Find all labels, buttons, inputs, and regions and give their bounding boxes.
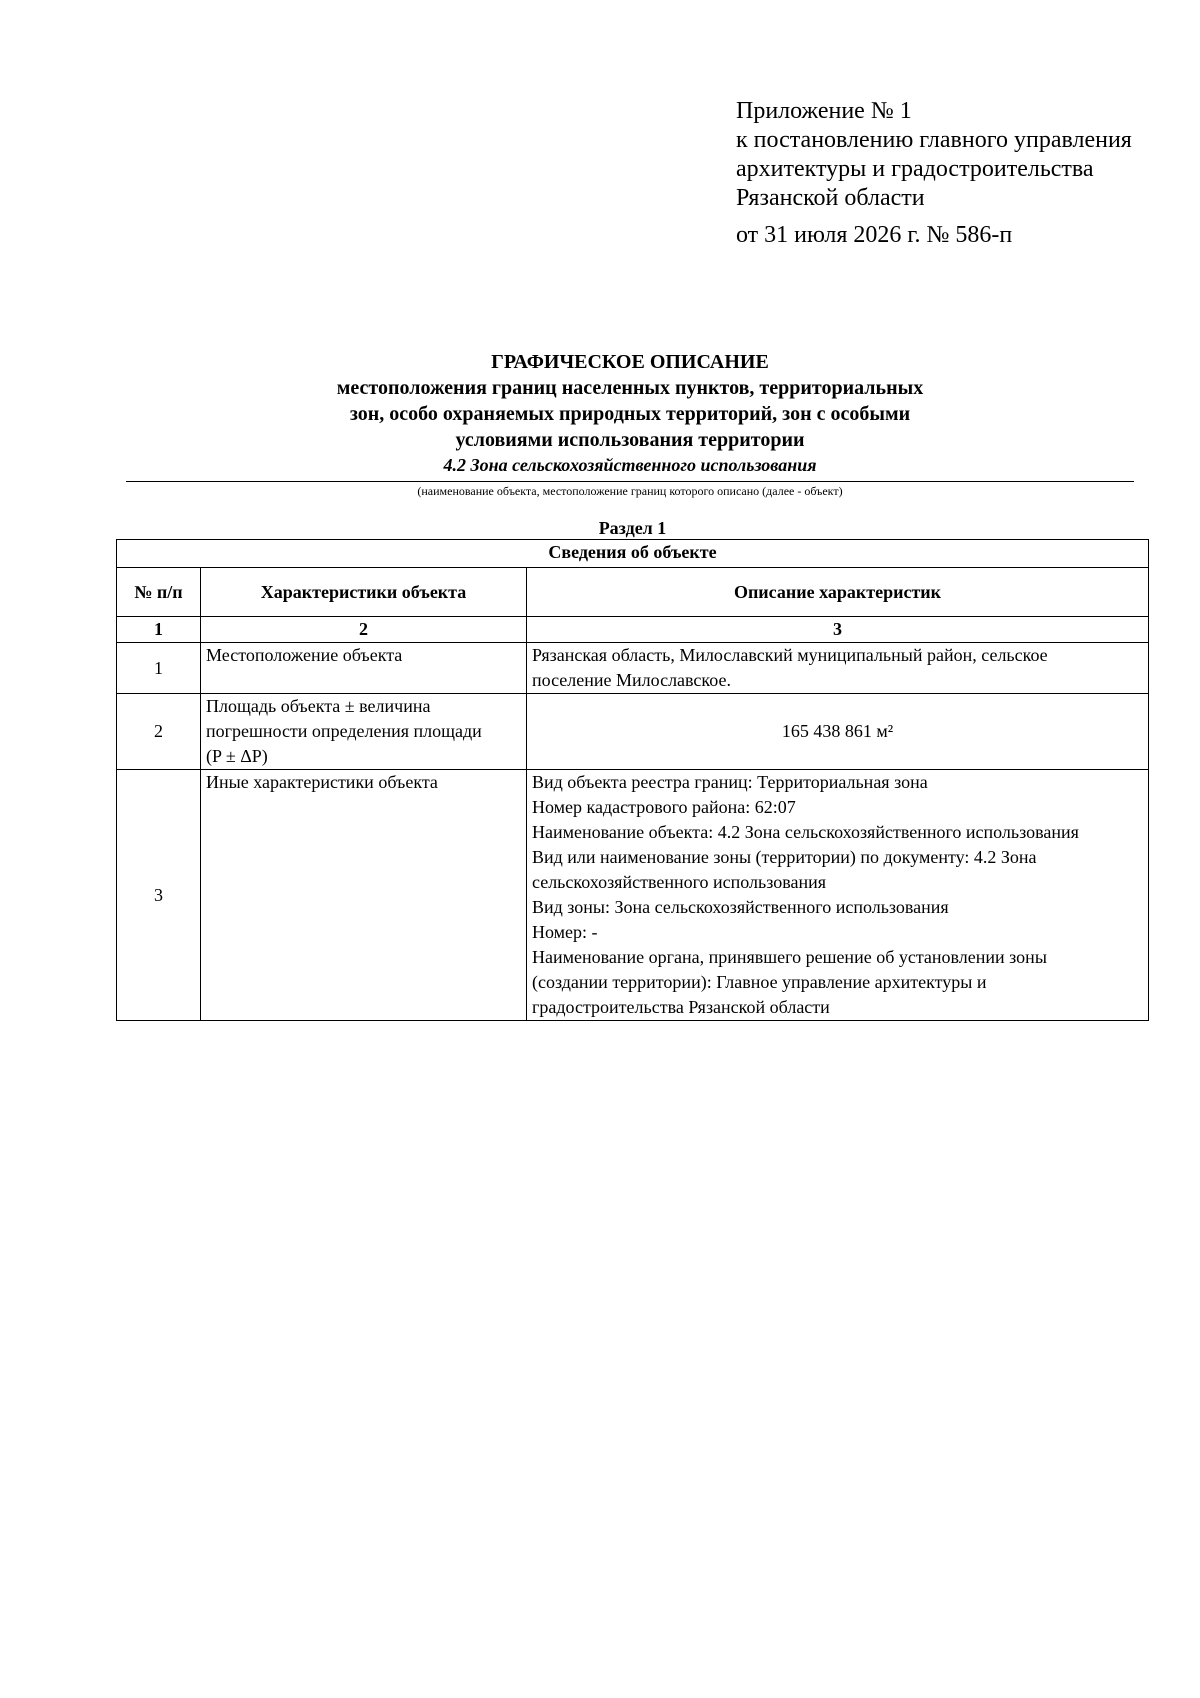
description-line: Наименование объекта: 4.2 Зона сельскохозяйственного использования: [532, 822, 1079, 842]
description-line: градостроительства Рязанской области: [532, 997, 830, 1017]
characteristic-line: Площадь объекта ± величина: [206, 696, 431, 716]
table-row: [117, 694, 1149, 770]
table-title: Сведения об объекте: [117, 540, 1149, 568]
annex-date: от 31 июля 2026 г. № 586-п: [736, 222, 1013, 248]
description-line: Вид или наименование зоны (территории) по документу: 4.2 Зона: [532, 847, 1037, 867]
row-description: 165 438 861 м²: [527, 694, 1149, 770]
title-main: ГРАФИЧЕСКОЕ ОПИСАНИЕ: [491, 351, 769, 373]
description-line: сельскохозяйственного использования: [532, 872, 827, 892]
annex-line-2: к постановлению главного управления: [736, 127, 1132, 153]
description-line: Номер кадастрового района: 62:07: [532, 797, 796, 817]
annex-line-3: архитектуры и градостроительства: [736, 156, 1094, 182]
header-no: № п/п: [117, 568, 201, 617]
row-number: 2: [117, 694, 201, 770]
column-number: 3: [527, 617, 1149, 643]
object-info-table: [116, 539, 1149, 1021]
description-line: (создании территории): Главное управление архитектуры и: [532, 972, 987, 992]
header-description: Описание характеристик: [527, 568, 1149, 617]
title-sub-3: условиями использования территории: [455, 429, 805, 451]
table-header-row: [117, 568, 1149, 617]
description-line: Рязанская область, Милославский муниципальный район, сельское: [532, 645, 1048, 665]
column-number: 2: [201, 617, 527, 643]
description-line: поселение Милославское.: [532, 670, 731, 690]
title-sub-1: местоположения границ населенных пунктов, территориальных: [336, 377, 924, 399]
row-number: 1: [117, 643, 201, 694]
row-characteristic: Иные характеристики объекта: [201, 770, 527, 1021]
header-characteristic: Характеристики объекта: [201, 568, 527, 617]
row-description: [527, 643, 1149, 694]
annex-line-1: Приложение № 1: [736, 98, 912, 124]
row-description: [527, 770, 1149, 1021]
description-line: Вид зоны: Зона сельскохозяйственного использования: [532, 897, 949, 917]
description-line: Наименование органа, принявшего решение об установлении зоны: [532, 947, 1047, 967]
column-number: 1: [117, 617, 201, 643]
document-title: [126, 349, 1134, 477]
table-row: [117, 770, 1149, 1021]
row-characteristic: Местоположение объекта: [201, 643, 527, 694]
title-divider: [126, 481, 1134, 482]
characteristic-line: погрешности определения площади: [206, 721, 482, 741]
title-sub-2: зон, особо охраняемых природных территорий, зон с особыми: [349, 403, 911, 425]
object-caption: (наименование объекта, местоположение границ которого описано (далее - объект): [417, 484, 843, 498]
row-number: 3: [117, 770, 201, 1021]
object-name: 4.2 Зона сельскохозяйственного использования: [443, 455, 817, 475]
row-characteristic: [201, 694, 527, 770]
characteristic-line: (P ± ΔP): [206, 746, 268, 766]
description-line: Номер: -: [532, 922, 598, 942]
annex-block: [736, 97, 1132, 250]
column-number-row: [117, 617, 1149, 643]
description-line: Вид объекта реестра границ: Территориальная зона: [532, 772, 928, 792]
annex-line-4: Рязанской области: [736, 185, 925, 211]
section-title: Раздел 1: [598, 518, 667, 538]
table-row: [117, 643, 1149, 694]
table-title-row: [117, 540, 1149, 568]
